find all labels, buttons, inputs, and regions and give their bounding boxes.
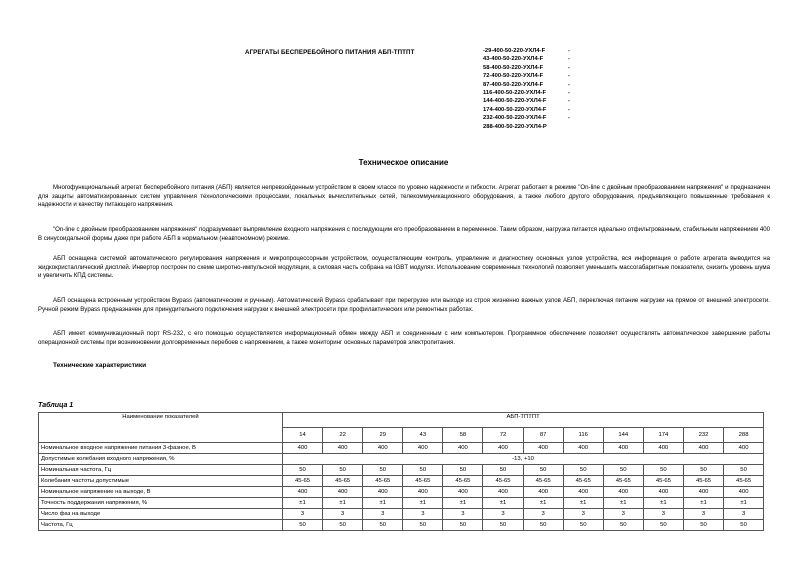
table-cell: 50 [483, 520, 523, 531]
table-cell: 45-65 [283, 476, 323, 487]
table-cell: 45-65 [323, 476, 363, 487]
table-cell: 50 [403, 520, 443, 531]
model-name: 144-400-50-220-УХЛ4-F [483, 98, 547, 105]
table-cell: ±1 [724, 498, 764, 509]
model-name: 58-400-50-220-УХЛ4-F [483, 64, 544, 71]
table-cell: 45-65 [443, 476, 483, 487]
model-dash: - [568, 56, 570, 63]
table-cell: 50 [363, 520, 403, 531]
table-cell: ±1 [483, 498, 523, 509]
model-item [483, 72, 578, 80]
model-dash: - [568, 81, 570, 88]
table-cell: 45-65 [403, 476, 443, 487]
table-caption: Таблица 1 [38, 402, 74, 409]
table-cell: 50 [683, 465, 723, 476]
table-cell: 3 [603, 509, 643, 520]
table-cell: 400 [283, 443, 323, 454]
table-cell: 400 [603, 443, 643, 454]
model-column-header: 72 [483, 428, 523, 443]
table-cell: 50 [603, 465, 643, 476]
table-cell: ±1 [283, 498, 323, 509]
table-cell: 50 [483, 465, 523, 476]
table-cell: 400 [724, 487, 764, 498]
table-cell: 50 [523, 520, 563, 531]
row-label: Номинальное входное напряжение питания 3-фазное, В [39, 443, 283, 454]
table-cell: 50 [363, 465, 403, 476]
model-column-header: 87 [523, 428, 563, 443]
table-cell: 45-65 [603, 476, 643, 487]
table-cell: 45-65 [483, 476, 523, 487]
table-cell: 3 [563, 509, 603, 520]
table-cell: 3 [724, 509, 764, 520]
table-cell: ±1 [363, 498, 403, 509]
model-name: 174-400-50-220-УХЛ4-F [483, 106, 547, 113]
table-cell: 45-65 [724, 476, 764, 487]
model-column-header: 43 [403, 428, 443, 443]
table-cell: 50 [643, 465, 683, 476]
table-cell: 400 [443, 443, 483, 454]
row-label: Число фаз на выходе [39, 509, 283, 520]
row-label: Частота, Гц [39, 520, 283, 531]
paragraph-online: "On-line с двойным преобразованием напряжения" подразумевает выпрямление входного напряжения с последующим его преобразованием в переменное. Таким образом, нагрузка питается идеально отфильтрованным, стабильным напряжением 400 В синусоидальной формы даже при работе АБП в нормальном (неавтономном) режиме. [38, 226, 770, 242]
paragraph-rs232: АБП имеет коммуникационный порт RS-232, с его помощью осуществляется информационный обмен между АБП и соединенным с ним компьютером. Программное обеспечение позволяет осуществлять автоматическое завершение работы операционной системы при возникновении долговременных перебоев с напряжением, а также мониторинг основных параметров электропитания. [38, 330, 770, 346]
model-column-header: 144 [603, 428, 643, 443]
table-cell: 400 [643, 487, 683, 498]
table-cell: 400 [683, 487, 723, 498]
table-cell: 400 [643, 443, 683, 454]
paragraph-intro: Многофункциональный агрегат бесперебойного питания (АБП) является непревзойденным устройством в своем классе по уровню надежности и гибкости. Агрегат работает в режиме "On-line с двойным преобразованием напряжения" и предназначен для защиты автоматизированных систем управления технологическими процессами, локальных вычислительных сетей, телекоммуникационного оборудования, а также любого другого оборудования, предъявляющего повышенные требования к надежности и качеству питающего напряжения. [38, 184, 770, 209]
model-column-header: 288 [724, 428, 764, 443]
table-cell: ±1 [403, 498, 443, 509]
table-row [39, 454, 764, 465]
table-cell: 3 [523, 509, 563, 520]
model-name: 43-400-50-220-УХЛ4-F [483, 56, 544, 63]
tech-specs-heading: Технические характеристики [53, 362, 147, 369]
model-name: 87-400-50-220-УХЛ4-F [483, 81, 544, 88]
model-name: 232-400-50-220-УХЛ4-F [483, 115, 547, 122]
model-name: 288-400-50-220-УХЛ4-P [483, 123, 547, 130]
paragraph-bypass: АБП оснащена встроенным устройством Bypass (автоматическим и ручным). Автоматический Bypass срабатывает при перегрузке или выходе из строя жизненно важных узлов АБП, переключая питание нагрузки на прямое от внешней электросети. Ручной режим Bypass предназначен для принудительного подключения нагрузки к внешней электросети при профилактических или ремонтных работах. [38, 297, 770, 313]
table-cell: 50 [403, 465, 443, 476]
table-cell: 50 [563, 465, 603, 476]
row-label: Точность поддержания напряжения, % [39, 498, 283, 509]
table-cell: 50 [443, 520, 483, 531]
table-cell: ±1 [603, 498, 643, 509]
table-cell: 3 [443, 509, 483, 520]
table-cell: -13, +10 [283, 454, 764, 465]
table-cell: ±1 [323, 498, 363, 509]
model-item [483, 106, 578, 114]
section-title: Техническое описание [358, 158, 449, 167]
model-dash: - [568, 98, 570, 105]
table-row [39, 465, 764, 476]
table-cell: 45-65 [523, 476, 563, 487]
table-cell: ±1 [643, 498, 683, 509]
table-cell: 50 [724, 465, 764, 476]
table-cell: 45-65 [563, 476, 603, 487]
table-cell: 400 [483, 487, 523, 498]
model-column-header: 58 [443, 428, 483, 443]
group-column-header: АБП-ТПТПТ [283, 413, 764, 428]
table-cell: 3 [323, 509, 363, 520]
table-cell: 400 [363, 443, 403, 454]
model-item [483, 55, 578, 63]
table-cell: 400 [603, 487, 643, 498]
model-dash: - [568, 73, 570, 80]
model-dash: - [568, 48, 570, 54]
table-cell: 400 [323, 443, 363, 454]
table-cell: 3 [643, 509, 683, 520]
model-column-header: 22 [323, 428, 363, 443]
model-dash: - [568, 64, 570, 71]
row-label: Допустимые колебания входного напряжения, % [39, 454, 283, 465]
table-cell: 3 [683, 509, 723, 520]
table-cell: 400 [724, 443, 764, 454]
table-cell: ±1 [683, 498, 723, 509]
table-cell: 45-65 [683, 476, 723, 487]
table-cell: 50 [323, 465, 363, 476]
model-item [483, 97, 578, 105]
model-list [483, 47, 578, 131]
table-cell: 50 [563, 520, 603, 531]
table-row [39, 443, 764, 454]
model-column-header: 232 [683, 428, 723, 443]
table-cell: 3 [283, 509, 323, 520]
table-cell: 50 [603, 520, 643, 531]
model-dash: - [568, 115, 570, 122]
table-cell: 45-65 [643, 476, 683, 487]
table-cell: 50 [323, 520, 363, 531]
table-row [39, 487, 764, 498]
model-dash [568, 123, 578, 131]
name-column-header: Наименование показателей [39, 413, 283, 443]
table-cell: 400 [683, 443, 723, 454]
table-cell: 400 [323, 487, 363, 498]
table-cell: ±1 [443, 498, 483, 509]
table-cell: 50 [724, 520, 764, 531]
row-label: Колебания частоты допустимые [39, 476, 283, 487]
table-cell: 400 [443, 487, 483, 498]
table-cell: 50 [443, 465, 483, 476]
model-item [483, 123, 578, 131]
table-cell: 400 [523, 443, 563, 454]
model-column-header: 14 [283, 428, 323, 443]
table-row [39, 476, 764, 487]
model-column-header: 116 [563, 428, 603, 443]
table-cell: 3 [363, 509, 403, 520]
table-cell: 50 [683, 520, 723, 531]
model-dash: - [568, 90, 570, 97]
model-column-header: 174 [643, 428, 683, 443]
table-cell: 400 [563, 487, 603, 498]
spec-table [38, 412, 764, 531]
table-cell: ±1 [523, 498, 563, 509]
table-cell: 50 [283, 465, 323, 476]
table-cell: 50 [523, 465, 563, 476]
model-item [483, 81, 578, 89]
table-cell: ±1 [563, 498, 603, 509]
table-cell: 400 [363, 487, 403, 498]
row-label: Номинальная частота, Гц [39, 465, 283, 476]
model-item [483, 114, 578, 122]
model-name: 72-400-50-220-УХЛ4-F [483, 73, 544, 80]
table-cell: 400 [523, 487, 563, 498]
model-dash: - [568, 106, 570, 113]
table-cell: 400 [283, 487, 323, 498]
document-title: АГРЕГАТЫ БЕСПЕРЕБОЙНОГО ПИТАНИЯ АБП-ТПТПТ [245, 49, 415, 56]
table-cell: 400 [483, 443, 523, 454]
table-cell: 400 [403, 443, 443, 454]
table-cell: 3 [483, 509, 523, 520]
table-cell: 400 [563, 443, 603, 454]
table-cell: 45-65 [363, 476, 403, 487]
model-item [483, 89, 578, 97]
table-row [39, 509, 764, 520]
table-row [39, 498, 764, 509]
paragraph-control: АБП оснащена системой автоматического регулирования напряжения и микропроцессорным устройством, осуществляющим контроль, управление и диагностику основных узлов устройства, вся информация о работе агрегата выводится на жидкокристаллический дисплей. Инвертор построен по схеме широтно-импульсной модуляции, а силовая часть собрана на IGBT модулях. Использование современных технологий позволяет уменьшить массогабаритные показатели, снизить уровень шума и увеличить КПД системы. [38, 255, 770, 280]
table-cell: 3 [403, 509, 443, 520]
model-name: -29-400-50-220-УХЛ4-F [483, 48, 546, 54]
row-label: Номинальное напряжение на выходе, В [39, 487, 283, 498]
table-cell: 50 [283, 520, 323, 531]
table-row [39, 520, 764, 531]
model-column-header: 29 [363, 428, 403, 443]
model-item [483, 64, 578, 72]
model-item [483, 47, 578, 55]
table-cell: 400 [403, 487, 443, 498]
table-cell: 50 [643, 520, 683, 531]
model-name: 116-400-50-220-УХЛ4-F [483, 90, 547, 97]
